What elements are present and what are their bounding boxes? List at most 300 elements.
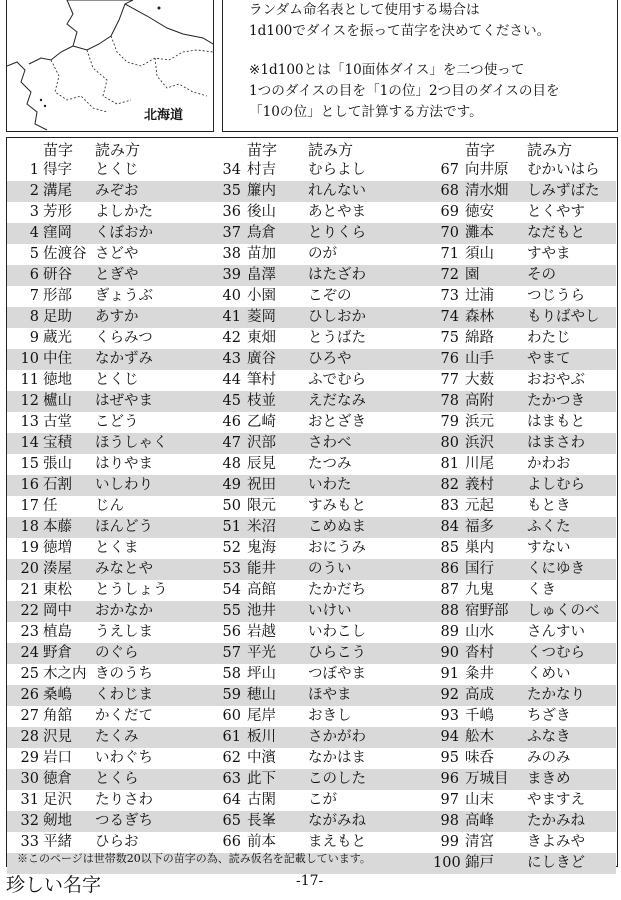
table-row [7,601,616,622]
entry-number: 65 [222,813,241,829]
entry-surname: 古堂 [43,414,72,430]
entry-surname: 得字 [43,162,72,178]
entry-reading: こめぬま [308,519,366,535]
entry-number: 20 [20,561,39,577]
table-row [7,286,616,307]
table-row [7,685,616,706]
entry-surname: 古閑 [247,792,276,808]
entry-number: 75 [440,330,459,346]
entry-reading: やまて [527,351,571,367]
entry-surname: 剱地 [43,813,72,829]
entry-surname: 錦戸 [465,855,494,871]
table-row [7,202,616,223]
entry-reading: にしきど [527,855,585,871]
entry-number: 19 [20,540,39,556]
entry-surname: 廣谷 [247,351,276,367]
entry-surname: 山手 [465,351,494,367]
table-row [7,559,616,580]
entry-number: 94 [440,729,459,745]
entry-surname: 森林 [465,309,494,325]
entry-surname: 米沼 [247,519,276,535]
entry-number: 83 [440,498,459,514]
entry-surname: 中濱 [247,750,276,766]
entry-number: 77 [440,372,459,388]
entry-surname: 研谷 [43,267,72,283]
entry-surname: 此下 [247,771,276,787]
entry-number: 31 [20,792,39,808]
entry-number: 67 [440,162,459,178]
entry-surname: 灘本 [465,225,494,241]
entry-number: 11 [20,372,39,388]
entry-reading: うえしま [95,624,153,640]
entry-number: 85 [440,540,459,556]
entry-number: 39 [222,267,241,283]
entry-reading: えだなみ [308,393,366,409]
instructions-panel [222,0,618,132]
entry-number: 69 [440,204,459,220]
entry-number: 12 [20,393,39,409]
entry-number: 87 [440,582,459,598]
entry-reading: いしわり [95,477,153,493]
entry-reading: はたざわ [308,267,366,283]
table-row [7,349,616,370]
entry-reading: ほんどう [95,519,153,535]
entry-number: 58 [222,666,241,682]
entry-surname: 張山 [43,456,72,472]
entry-number: 89 [440,624,459,640]
entry-number: 92 [440,687,459,703]
entry-number: 3 [29,204,39,220]
entry-reading: とりくら [308,225,366,241]
entry-number: 6 [29,267,39,283]
entry-reading: しみずばた [527,183,600,199]
table-row [7,244,616,265]
entry-surname: 徳倉 [43,771,72,787]
entry-reading: たかつき [527,393,585,409]
entry-reading: とくやす [527,204,585,220]
entry-reading: おにうみ [308,540,366,556]
entry-reading: もとき [527,498,571,514]
entry-surname: 清水畑 [465,183,509,199]
entry-surname: 山水 [465,624,494,640]
entry-number: 57 [222,645,241,661]
entry-number: 38 [222,246,241,262]
entry-number: 82 [440,477,459,493]
header-surname: 苗字 [43,141,74,159]
entry-number: 46 [222,414,241,430]
entry-number: 25 [20,666,39,682]
entry-surname: 高附 [465,393,494,409]
entry-number: 78 [440,393,459,409]
entry-number: 95 [440,750,459,766]
entry-surname: 苗加 [247,246,276,262]
entry-reading: おおやぶ [527,372,585,388]
entry-number: 41 [222,309,241,325]
entry-surname: 後山 [247,204,276,220]
entry-number: 47 [222,435,241,451]
entry-reading: ながみね [308,813,366,829]
entry-reading: なかずみ [95,351,153,367]
entry-reading: いわた [308,477,352,493]
entry-surname: 乙崎 [247,414,276,430]
entry-number: 23 [20,624,39,640]
entry-reading: なだもと [527,225,585,241]
entry-surname: 岩口 [43,750,72,766]
entry-number: 90 [440,645,459,661]
entry-reading: ひらお [95,834,139,850]
entry-surname: 大薮 [465,372,494,388]
instruction-line: ランダム命名表として使用する場合は [249,2,480,18]
table-row [7,328,616,349]
entry-reading: きよみや [527,834,585,850]
entry-reading: みなとや [95,561,153,577]
entry-number: 73 [440,288,459,304]
entry-surname: 角舘 [43,708,72,724]
entry-reading: むらよし [308,162,366,178]
instruction-line: 1d100でダイスを振って苗字を決めてください。 [249,23,551,39]
entry-number: 93 [440,708,459,724]
entry-reading: くつむら [527,645,585,661]
header-reading: 読み方 [308,141,354,159]
entry-reading: さわべ [308,435,352,451]
entry-number: 21 [20,582,39,598]
entry-reading: ひろや [308,351,352,367]
entry-surname: 東畑 [247,330,276,346]
entry-number: 18 [20,519,39,535]
entry-reading: はぜやま [95,393,153,409]
entry-reading: いけい [308,603,352,619]
entry-surname: 小園 [247,288,276,304]
entry-surname: 川尾 [465,456,494,472]
entry-reading: はまさわ [527,435,585,451]
entry-surname: 徳安 [465,204,494,220]
header-reading: 読み方 [527,141,573,159]
entry-number: 32 [20,813,39,829]
entry-surname: 浜元 [465,414,494,430]
entry-surname: 高峰 [465,813,494,829]
entry-surname: 沓村 [465,645,494,661]
entry-reading: やますえ [527,792,585,808]
entry-surname: 前本 [247,834,276,850]
entry-number: 88 [440,603,459,619]
entry-reading: とうしょう [95,582,168,598]
entry-number: 52 [222,540,241,556]
table-row [7,769,616,790]
table-row [7,391,616,412]
entry-number: 61 [222,729,241,745]
entry-surname: 徳増 [43,540,72,556]
entry-reading: こぞの [308,288,352,304]
table-row [7,265,616,286]
entry-surname: 石割 [43,477,72,493]
entry-number: 80 [440,435,459,451]
entry-reading: つぼやま [308,666,366,682]
entry-surname: 任 [43,498,58,514]
entry-number: 13 [20,414,39,430]
entry-number: 55 [222,603,241,619]
entry-surname: 元起 [465,498,494,514]
entry-number: 37 [222,225,241,241]
map-label: 北海道 [143,108,183,123]
entry-reading: はりやま [95,456,153,472]
entry-number: 100 [433,855,461,871]
table-row [7,160,616,181]
entry-surname: 粂井 [465,666,494,682]
entry-number: 8 [29,309,39,325]
entry-reading: くき [527,582,556,598]
entry-reading: なかはま [308,750,366,766]
entry-surname: 国行 [465,561,494,577]
instruction-line: 「10の位」として計算する方法です。 [249,104,483,120]
entry-number: 79 [440,414,459,430]
table-row [7,811,616,832]
table-row [7,433,616,454]
entry-number: 45 [222,393,241,409]
entry-number: 2 [29,183,39,199]
entry-surname: 九鬼 [465,582,494,598]
entry-number: 62 [222,750,241,766]
entry-number: 86 [440,561,459,577]
entry-surname: 岡中 [43,603,72,619]
header-surname: 苗字 [247,141,278,159]
entry-reading: たかみね [527,813,585,829]
entry-reading: のが [308,246,337,262]
entry-surname: 平光 [247,645,276,661]
entry-reading: きのうち [95,666,153,682]
entry-number: 7 [29,288,39,304]
entry-surname: 辻浦 [465,288,494,304]
entry-reading: ほうしゃく [95,435,168,451]
entry-reading: たかなり [527,687,585,703]
entry-number: 53 [222,561,241,577]
entry-surname: 福多 [465,519,494,535]
table-row [7,538,616,559]
entry-reading: ぎょうぶ [95,288,153,304]
entry-reading: すやま [527,246,571,262]
table-row [7,748,616,769]
entry-surname: 中住 [43,351,72,367]
entry-surname: 向井原 [465,162,509,178]
entry-number: 14 [20,435,39,451]
entry-number: 60 [222,708,241,724]
entry-number: 51 [222,519,241,535]
entry-number: 56 [222,624,241,640]
header-surname: 苗字 [465,141,496,159]
entry-reading: かわお [527,456,571,472]
table-row [7,790,616,811]
entry-surname: 湊屋 [43,561,72,577]
entry-reading: おかなか [95,603,153,619]
entry-surname: 千嶋 [465,708,494,724]
entry-number: 33 [20,834,39,850]
table-row [7,454,616,475]
entry-number: 22 [20,603,39,619]
entry-surname: 園 [465,267,480,283]
entry-reading: むかいはら [527,162,600,178]
instruction-line: ※1d100とは「10面体ダイス」を二つ使って [249,62,525,78]
entry-reading: ふなき [527,729,571,745]
table-row [7,370,616,391]
entry-surname: 清宮 [465,834,494,850]
entry-number: 24 [20,645,39,661]
entry-surname: 宝積 [43,435,72,451]
entry-surname: 村吉 [247,162,276,178]
entry-surname: 限元 [247,498,276,514]
entry-surname: 宿野部 [465,603,509,619]
entry-surname: 沢見 [43,729,72,745]
entry-reading: とうばた [308,330,366,346]
entry-surname: 本藤 [43,519,72,535]
entry-number: 97 [440,792,459,808]
entry-surname: 義村 [465,477,494,493]
entry-number: 10 [20,351,39,367]
entry-reading: すない [527,540,571,556]
entry-reading: たかだち [308,582,366,598]
entry-surname: 長峯 [247,813,276,829]
entry-reading: しゅくのべ [527,603,600,619]
entry-surname: 味呑 [465,750,494,766]
entry-reading: みのみ [527,750,571,766]
entry-reading: とくら [95,771,139,787]
entry-number: 44 [222,372,241,388]
entry-reading: もりばやし [527,309,600,325]
entry-surname: 穂山 [247,687,276,703]
entry-reading: こどう [95,414,139,430]
entry-surname: 鬼海 [247,540,276,556]
entry-reading: さんすい [527,624,585,640]
entry-reading: こが [308,792,337,808]
entry-surname: 坪山 [247,666,276,682]
entry-number: 43 [222,351,241,367]
footnote: ※このページは世帯数20以下の苗字の為、読み仮名を記載しています。 [17,852,371,865]
entry-surname: 須山 [465,246,494,262]
table-row [7,181,616,202]
table-row [7,664,616,685]
entry-number: 36 [222,204,241,220]
entry-surname: 高館 [247,582,276,598]
table-row [7,475,616,496]
entry-surname: 浜沢 [465,435,494,451]
entry-surname: 徳地 [43,372,72,388]
entry-surname: 櫨山 [43,393,72,409]
entry-reading: くにゆき [527,561,585,577]
entry-reading: はまもと [527,414,585,430]
table-row [7,412,616,433]
entry-surname: 舩木 [465,729,494,745]
entry-number: 40 [222,288,241,304]
table-row [7,307,616,328]
entry-reading: まえもと [308,834,366,850]
table-row [7,580,616,601]
entry-reading: つるぎち [95,813,153,829]
entry-surname: 辰見 [247,456,276,472]
entry-number: 91 [440,666,459,682]
entry-number: 42 [222,330,241,346]
entry-surname: 足沢 [43,792,72,808]
table-row [7,643,616,664]
entry-surname: 木之内 [43,666,87,682]
entry-number: 54 [222,582,241,598]
entry-surname: 巣内 [465,540,494,556]
entry-number: 35 [222,183,241,199]
entry-number: 9 [29,330,39,346]
entry-surname: 窪岡 [43,225,72,241]
entry-reading: ふくた [527,519,571,535]
entry-reading: わたじ [527,330,571,346]
entry-surname: 蔵光 [43,330,72,346]
entry-number: 16 [20,477,39,493]
entry-reading: のうい [308,561,352,577]
entry-reading: じん [95,498,124,514]
entry-reading: れんない [308,183,366,199]
entry-number: 30 [20,771,39,787]
entry-surname: 平緒 [43,834,72,850]
entry-surname: 野倉 [43,645,72,661]
entry-reading: ふでむら [308,372,366,388]
entry-reading: みぞお [95,183,139,199]
entry-reading: ひらこう [308,645,366,661]
entry-surname: 畠澤 [247,267,276,283]
entry-surname: 沢部 [247,435,276,451]
entry-reading: かくだて [95,708,153,724]
entry-surname: 綿路 [465,330,494,346]
table-row [7,517,616,538]
entry-reading: とぎや [95,267,139,283]
entry-reading: すみもと [308,498,366,514]
entry-number: 28 [20,729,39,745]
entry-number: 4 [29,225,39,241]
entry-surname: 鳥倉 [247,225,276,241]
entry-surname: 簾内 [247,183,276,199]
entry-reading: さかがわ [308,729,366,745]
entry-number: 1 [29,162,39,178]
surname-table [6,137,618,871]
entry-number: 84 [440,519,459,535]
entry-number: 15 [20,456,39,472]
entry-number: 98 [440,813,459,829]
entry-number: 96 [440,771,459,787]
table-row [7,706,616,727]
entry-surname: 植島 [43,624,72,640]
instruction-line: 1つのダイスの目を「1の位」2つ目のダイスの目を [249,83,560,99]
entry-surname: 足助 [43,309,72,325]
entry-reading: いわこし [308,624,366,640]
entry-reading: ちざき [527,708,571,724]
entry-surname: 佐渡谷 [43,246,87,262]
entry-reading: まきめ [527,771,571,787]
entry-surname: 東松 [43,582,72,598]
table-row [7,496,616,517]
entry-surname: 山末 [465,792,494,808]
entry-reading: くぼおか [95,225,153,241]
entry-surname: 尾岸 [247,708,276,724]
entry-number: 99 [440,834,459,850]
entry-surname: 溝尾 [43,183,72,199]
entry-number: 63 [222,771,241,787]
entry-surname: 万城目 [465,771,509,787]
entry-reading: その [527,267,556,283]
entry-number: 70 [440,225,459,241]
entry-surname: 枝並 [247,393,276,409]
entry-number: 76 [440,351,459,367]
entry-reading: よしかた [95,204,153,220]
entry-number: 27 [20,708,39,724]
entry-reading: のぐら [95,645,139,661]
entry-number: 49 [222,477,241,493]
entry-surname: 板川 [247,729,276,745]
bottom-title: 珍しい名字 [6,874,102,896]
entry-number: 34 [222,162,241,178]
